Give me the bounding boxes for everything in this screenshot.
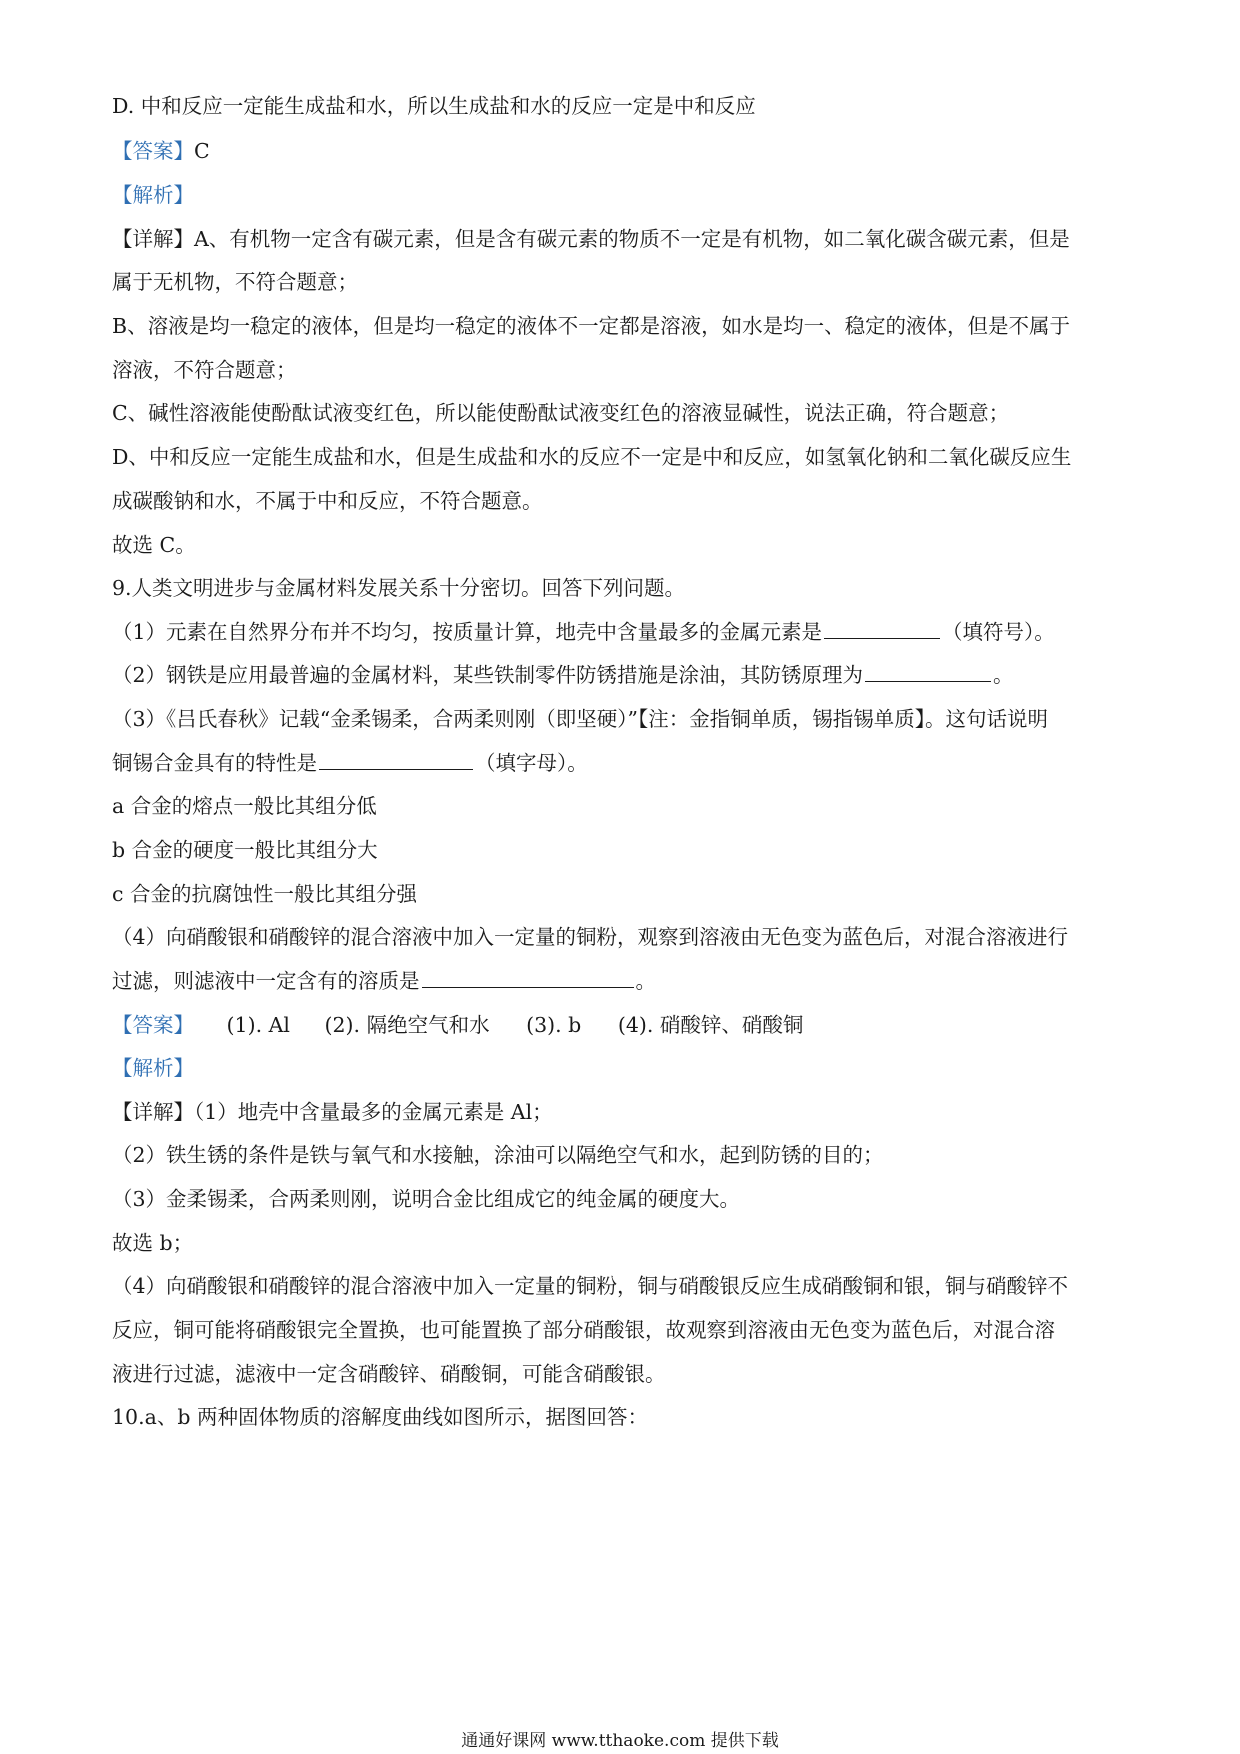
answer-item: (1). Al <box>226 1013 290 1037</box>
question-10-title: 10.a、b 两种固体物质的溶解度曲线如图所示，据图回答： <box>112 1405 648 1429</box>
detail-tag: 【详解】 <box>112 1100 194 1124</box>
answer-tag: 【答案】 <box>112 139 194 163</box>
answer-blank <box>319 749 473 770</box>
text-line: D、中和反应一定能生成盐和水，但是生成盐和水的反应不一定是中和反应，如氢氧化钠和二氧化碳反应生 <box>112 445 1072 469</box>
answer-line-9 <box>112 1011 803 1039</box>
text-line: 反应，铜可能将硝酸银完全置换，也可能置换了部分硝酸银，故观察到溶液由无色变为蓝色后，对混合溶 <box>112 1318 1055 1342</box>
question-9-part-4b: 过滤，则滤液中一定含有的溶质是 。 <box>112 969 656 993</box>
text-line: C、碱性溶液能使酚酞试液变红色，所以能使酚酞试液变红色的溶液显碱性，说法正确，符合题意； <box>112 401 1010 425</box>
question-9-part-3b: 铜锡合金具有的特性是 （填字母）。 <box>112 751 588 775</box>
analysis-tag: 【解析】 <box>112 183 194 207</box>
text-line: 液进行过滤，滤液中一定含硝酸锌、硝酸铜，可能含硝酸银。 <box>112 1362 666 1386</box>
text-line: 成碳酸钠和水，不属于中和反应，不符合题意。 <box>112 489 543 513</box>
question-9-part-2: （2）钢铁是应用最普遍的金属材料，某些铁制零件防锈措施是涂油，其防锈原理为 。 <box>112 663 1014 687</box>
detail-line-a: 【详解】A、有机物一定含有碳元素，但是含有碳元素的物质不一定是有机物，如二氧化碳含碳元素，但是 <box>112 227 1070 251</box>
answer-item: (2). 隔绝空气和水 <box>324 1013 490 1037</box>
option-d-line: D. 中和反应一定能生成盐和水，所以生成盐和水的反应一定是中和反应 <box>112 94 756 118</box>
answer-line-8 <box>112 137 210 165</box>
question-9-part-1: （1）元素在自然界分布并不均匀，按质量计算，地壳中含量最多的金属元素是 （填符号）。 <box>112 620 1055 644</box>
text-line: 故选 b； <box>112 1231 194 1255</box>
question-9-title: 9.人类文明进步与金属材料发展关系十分密切。回答下列问题。 <box>112 576 686 600</box>
answer-blank <box>422 967 634 988</box>
text-line: 属于无机物，不符合题意； <box>112 270 358 294</box>
choice-a: a 合金的熔点一般比其组分低 <box>112 794 377 818</box>
choice-b: b 合金的硬度一般比其组分大 <box>112 838 378 862</box>
detail-line-9: 【详解】（1）地壳中含量最多的金属元素是 Al； <box>112 1100 553 1124</box>
answer-value: C <box>194 139 210 163</box>
analysis-tag-line <box>112 1054 194 1082</box>
text-line: 故选 C。 <box>112 533 196 557</box>
text-line: （2）铁生锈的条件是铁与氧气和水接触，涂油可以隔绝空气和水，起到防锈的目的； <box>112 1143 884 1167</box>
answer-blank <box>824 618 940 639</box>
analysis-tag-line <box>112 181 194 209</box>
answer-tag: 【答案】 <box>112 1013 194 1037</box>
answer-item: (3). b <box>526 1013 582 1037</box>
text-line: （4）向硝酸银和硝酸锌的混合溶液中加入一定量的铜粉，铜与硝酸银反应生成硝酸铜和银，铜与硝酸锌不 <box>112 1274 1069 1298</box>
answer-item: (4). 硝酸锌、硝酸铜 <box>617 1013 804 1037</box>
question-9-part-3: （3）《吕氏春秋》记载“金柔锡柔，合两柔则刚（即坚硬）”【注：金指铜单质，锡指锡单质】。这句话说明 <box>112 707 1049 731</box>
detail-tag: 【详解】 <box>112 227 194 251</box>
question-9-part-4: （4）向硝酸银和硝酸锌的混合溶液中加入一定量的铜粉，观察到溶液由无色变为蓝色后，对混合溶液进行 <box>112 925 1069 949</box>
page-footer: 通通好课网 www.tthaoke.com 提供下载 <box>461 1731 779 1751</box>
answer-blank <box>865 661 991 682</box>
text-line: 溶液，不符合题意； <box>112 358 297 382</box>
text-line: B、溶液是均一稳定的液体，但是均一稳定的液体不一定都是溶液，如水是均一、稳定的液体，但是不属于 <box>112 314 1071 338</box>
choice-c: c 合金的抗腐蚀性一般比其组分强 <box>112 882 417 906</box>
text-line: （3）金柔锡柔，合两柔则刚，说明合金比组成它的纯金属的硬度大。 <box>112 1187 741 1211</box>
analysis-tag: 【解析】 <box>112 1056 194 1080</box>
